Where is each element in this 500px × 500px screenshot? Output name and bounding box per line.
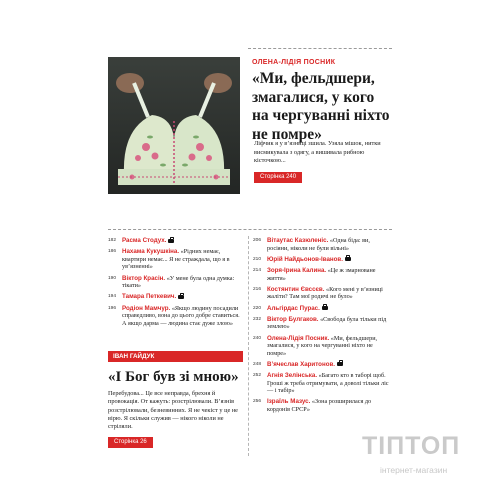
author-tag: ОЛЕНА-ЛІДІЯ ПОСНИК [252,59,336,66]
page-number: 216 [253,286,262,292]
index-entry [108,275,242,290]
index-entry [253,316,393,331]
index-entry [253,286,393,301]
person-name: В’ячеслав Харитонов. [267,360,336,368]
index-entry [253,335,393,358]
person-name: Юрій Найдьонов-Іванов. [267,255,343,263]
index-entry [253,305,393,313]
person-name: Віктор Красін. [122,274,166,282]
page-number: 196 [108,305,117,311]
author-tag: ІВАН ГАЙДУК [108,351,243,362]
index-left-column [108,237,242,331]
feature-lede: Ліфчик я у в’язниці зшила. Узяла мішок, нитки висмикувала з одягу, а вишивала рибною кісточкою... [254,140,381,165]
audio-bag-icon [337,362,343,366]
person-name: Віктор Булгаков. [267,315,319,323]
entry-quote: «Якщо людину посадили справедливо, вона до цього добре ставиться. А якщо дарма — людина стає дуже злою» [122,304,240,327]
audio-bag-icon [345,257,351,261]
index-entry [253,267,393,282]
index-entry [253,398,393,413]
entry-quote: «Зона розширилася до кордонів СРСР» [267,398,372,414]
person-name: Нахама Кукушкіна. [122,248,180,256]
top-divider [248,48,392,49]
article-lede: Перебудова... Це все неправда, брехня й провокація. От кажуть: розстрілювали. В’язнів розстрілювали, безневинних. Я не чекіст у це не вірю. Я скільки служив — нікого ніколи не стріляли. [108,390,238,431]
audio-bag-icon [168,239,174,243]
entry-quote: «Рідних немає, квартири немає... Я не страждала, що я в ув’язненні» [122,248,230,271]
entry-quote: «У мене була одна думка: тікати» [122,274,235,290]
watermark-logo: ТІПТОП [362,432,461,460]
entry-quote: «Багато кто в таборі щоб. Гроші ж треба отримувати, а доволі тільки ліс — і табір» [267,372,389,395]
person-name: Костянтин Євссєв. [267,285,325,293]
page-number: 256 [253,399,262,405]
page-number: 232 [253,316,262,322]
person-name: Альгірдас Пурас. [267,304,320,312]
watermark-caption: інтернет-магазин [380,465,448,475]
index-entry [253,237,393,252]
page-number: 214 [253,267,262,273]
person-name: Ізраїль Мазус. [267,398,311,406]
person-name: Зоря-Ірина Калина. [267,266,327,274]
page-number: 252 [253,373,262,379]
page-badge: Сторінка 26 [108,437,153,448]
page-number: 186 [108,249,117,255]
page-number: 220 [253,305,262,311]
page-number: 248 [253,361,262,367]
bra-photo [108,57,240,194]
index-entry [108,293,242,301]
entry-quote: «Ми, фельдшери, змагалися, у кого на чергуванні ніхто не помре» [267,334,378,357]
page-number: 182 [108,238,117,243]
index-right-column [253,237,393,417]
index-entry [108,237,242,245]
page-number: 206 [253,238,262,243]
entry-quote: «Кого мені у в’язниці жаліти? Там мої родичі не було» [267,285,383,301]
audio-bag-icon [322,306,328,310]
page-number: 210 [253,256,262,262]
page-number: 190 [108,275,117,281]
entry-quote: «Це ж змарноване життя» [267,266,376,282]
middle-divider [108,229,392,230]
index-entry [253,361,393,369]
person-name: Тамара Петкевич. [122,293,177,301]
article-quote: «І Бог був зі мною» [108,369,239,385]
person-name: Расма Стодух. [122,237,167,244]
page-number: 194 [108,294,117,300]
index-entry [108,305,242,328]
index-entry [253,256,393,264]
audio-bag-icon [178,295,184,299]
entry-quote: «Одна біда: ви, росіяни, ніколи не були вільні» [267,237,370,252]
person-name: Вітаутас Казюленіс. [267,237,329,244]
page-badge: Сторінка 240 [254,172,302,183]
index-entry [253,372,393,395]
person-name: Агнія Зелінська. [267,372,318,380]
feature-quote: «Ми, фельдшери, змагалися, у кого на чергуванні ніхто не помре» [252,70,390,143]
person-name: Олена-Лідія Посник. [267,334,330,342]
entry-quote: «Свобода була тільки під землею» [267,315,387,331]
person-name: Родіон Мамчур. [122,304,171,312]
index-entry [108,248,242,271]
page-number: 240 [253,335,262,341]
column-divider [248,236,249,456]
